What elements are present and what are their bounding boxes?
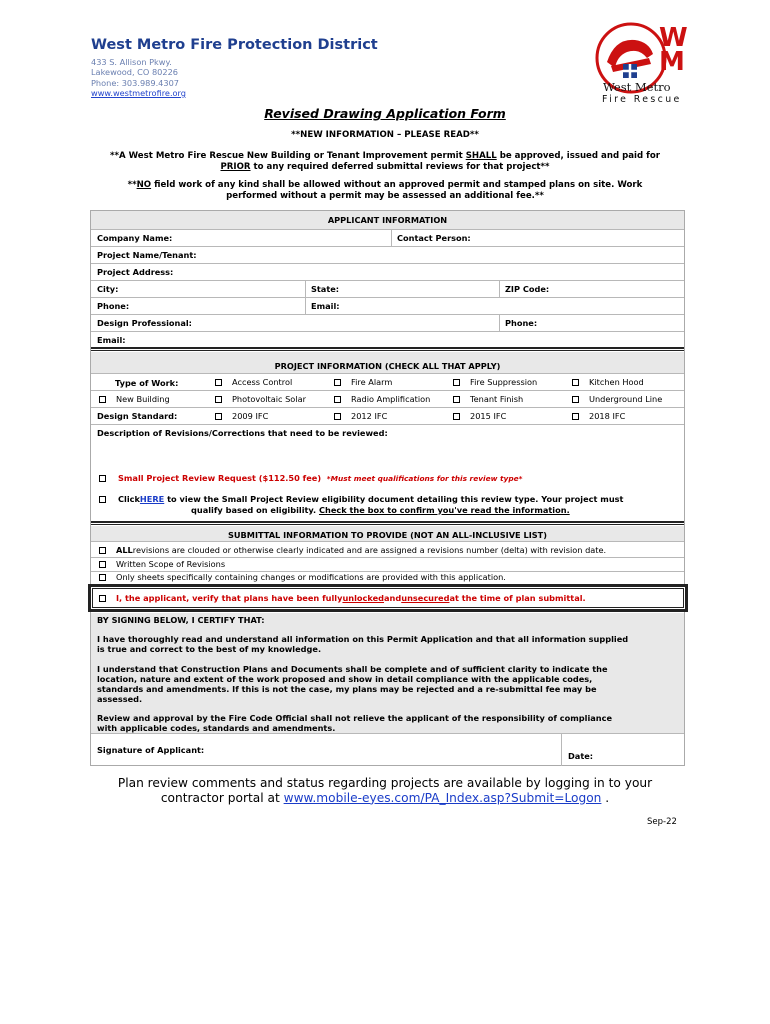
contact-person-field[interactable]: Contact Person:: [397, 233, 471, 243]
revision-date: Sep-22: [647, 817, 677, 827]
ifc-2018-checkbox[interactable]: 2018 IFC: [572, 411, 625, 421]
form-title: Revised Drawing Application Form: [264, 106, 506, 121]
fire-alarm-checkbox[interactable]: Fire Alarm: [334, 377, 392, 387]
address-line-2: Lakewood, CO 80226: [91, 67, 178, 78]
portal-info: Plan review comments and status regarding projects are available by logging in to your contractor portal at www.mobile-eyes.com/PA_Index.asp?Submit=Logon .: [117, 776, 653, 805]
project-address-field[interactable]: Project Address:: [97, 267, 174, 277]
contractor-portal-link[interactable]: www.mobile-eyes.com/PA_Index.asp?Submit=Logon: [283, 790, 602, 805]
checkbox-icon[interactable]: [99, 561, 106, 568]
design-standard-label: Design Standard:: [97, 411, 178, 421]
checkbox-icon[interactable]: [453, 396, 460, 403]
checkbox-icon[interactable]: [453, 379, 460, 386]
logo-subtitle: Fire Rescue: [602, 94, 682, 105]
checkbox-icon[interactable]: [572, 396, 579, 403]
checkbox-icon[interactable]: [215, 379, 222, 386]
project-section-heading: PROJECT INFORMATION (CHECK ALL THAT APPLY): [274, 361, 501, 371]
checkbox-icon[interactable]: [99, 475, 106, 482]
notice-heading: **NEW INFORMATION – PLEASE READ**: [291, 130, 479, 140]
new-building-checkbox[interactable]: New Building: [99, 394, 170, 404]
checkbox-icon[interactable]: [99, 595, 106, 602]
description-of-revisions-field[interactable]: Description of Revisions/Corrections that need to be reviewed:: [97, 428, 388, 438]
certify-paragraph-3: Review and approval by the Fire Code Official shall not relieve the applicant of the responsibility of compliance with applicable codes, standards and amendments.: [97, 713, 613, 733]
checkbox-icon[interactable]: [572, 413, 579, 420]
org-address: [91, 57, 186, 98]
design-professional-field[interactable]: Design Professional:: [97, 318, 192, 328]
org-name: West Metro Fire Protection District: [91, 37, 378, 53]
small-project-eligibility-notice: Click HERE to view the Small Project Review eligibility document detailing this review type. Your project must qualify based on eligibility. Check the box to confirm you've read the information.: [99, 494, 684, 515]
underground-line-checkbox[interactable]: Underground Line: [572, 394, 662, 404]
certify-heading: BY SIGNING BELOW, I CERTIFY THAT:: [97, 615, 265, 625]
application-form: [90, 210, 685, 766]
fire-suppression-checkbox[interactable]: Fire Suppression: [453, 377, 537, 387]
permit-notice: **A West Metro Fire Rescue New Building or Tenant Improvement permit SHALL be approved, issued and paid for PRIOR to any required deferred submittal reviews for that project**: [109, 151, 661, 172]
only-changed-sheets-checkbox[interactable]: Only sheets specifically containing changes or modifications are provided with this application.: [99, 572, 506, 582]
checkbox-icon[interactable]: [572, 379, 579, 386]
checkbox-icon[interactable]: [99, 396, 106, 403]
state-field[interactable]: State:: [311, 284, 340, 294]
phone-field[interactable]: Phone:: [97, 301, 130, 311]
access-control-checkbox[interactable]: Access Control: [215, 377, 292, 387]
checkbox-icon[interactable]: [453, 413, 460, 420]
zip-code-field[interactable]: ZIP Code:: [505, 284, 550, 294]
org-phone: Phone: 303.989.4307: [91, 77, 180, 88]
written-scope-checkbox[interactable]: Written Scope of Revisions: [99, 559, 225, 569]
city-field[interactable]: City:: [97, 284, 119, 294]
ifc-2015-checkbox[interactable]: 2015 IFC: [453, 411, 506, 421]
tenant-finish-checkbox[interactable]: Tenant Finish: [453, 394, 523, 404]
svg-text:W: W: [659, 23, 688, 53]
design-professional-phone-field[interactable]: Phone:: [505, 318, 538, 328]
svg-text:M: M: [659, 47, 685, 77]
radio-amplification-checkbox[interactable]: Radio Amplification: [334, 394, 430, 404]
all-revisions-clouded-checkbox[interactable]: ALL revisions are clouded or otherwise clearly indicated and are assigned a revisions number (delta) with revision date.: [99, 545, 606, 555]
field-work-notice: **NO field work of any kind shall be allowed without an approved permit and stamped plans on site. Work performed without a permit may be assessed an additional fee.**: [127, 180, 643, 201]
type-of-work-label: Type of Work:: [115, 378, 179, 388]
checkbox-icon[interactable]: [99, 547, 106, 554]
checkbox-icon[interactable]: [215, 396, 222, 403]
project-name-field[interactable]: Project Name/Tenant:: [97, 250, 197, 260]
applicant-section-heading: APPLICANT INFORMATION: [327, 215, 448, 225]
checkbox-icon[interactable]: [334, 396, 341, 403]
certify-paragraph-1: I have thoroughly read and understand all information on this Permit Application and that all information supplied is true and correct to the best of my knowledge.: [97, 634, 629, 654]
ifc-2012-checkbox[interactable]: 2012 IFC: [334, 411, 387, 421]
checkbox-icon[interactable]: [215, 413, 222, 420]
email-field[interactable]: Email:: [311, 301, 340, 311]
date-field[interactable]: Date:: [568, 751, 594, 761]
verify-unlocked-checkbox[interactable]: I, the applicant, verify that plans have been fully unlocked and unsecured at the time of plan submittal.: [99, 593, 586, 603]
logo-wordmark: West Metro: [603, 80, 671, 94]
checkbox-icon[interactable]: [334, 379, 341, 386]
eligibility-document-link[interactable]: HERE: [139, 494, 165, 504]
submittal-section-heading: SUBMITTAL INFORMATION TO PROVIDE (NOT AN ALL-INCLUSIVE LIST): [228, 530, 547, 540]
ifc-2009-checkbox[interactable]: 2009 IFC: [215, 411, 268, 421]
photovoltaic-solar-checkbox[interactable]: Photovoltaic Solar: [215, 394, 306, 404]
signature-field[interactable]: Signature of Applicant:: [97, 745, 205, 755]
address-line-1: 433 S. Allison Pkwy.: [91, 57, 172, 67]
small-project-review-checkbox[interactable]: Small Project Review Request ($112.50 fee) *Must meet qualifications for this review type*: [99, 473, 523, 483]
company-name-field[interactable]: Company Name:: [97, 233, 173, 243]
certify-paragraph-2: I understand that Construction Plans and Documents shall be complete and of sufficient clarity to indicate the location, nature and extent of the work proposed and show in detail compliance with the applicable codes, standards and amendments. If this is not the case, my plans may be rejected and a re-submittal fee may be assessed.: [97, 664, 608, 704]
kitchen-hood-checkbox[interactable]: Kitchen Hood: [572, 377, 644, 387]
eligibility-confirm-checkbox[interactable]: [99, 496, 106, 503]
checkbox-icon[interactable]: [99, 574, 106, 581]
checkbox-icon[interactable]: [334, 413, 341, 420]
org-website-link[interactable]: www.westmetrofire.org: [91, 87, 186, 98]
design-professional-email-field[interactable]: Email:: [97, 335, 126, 345]
